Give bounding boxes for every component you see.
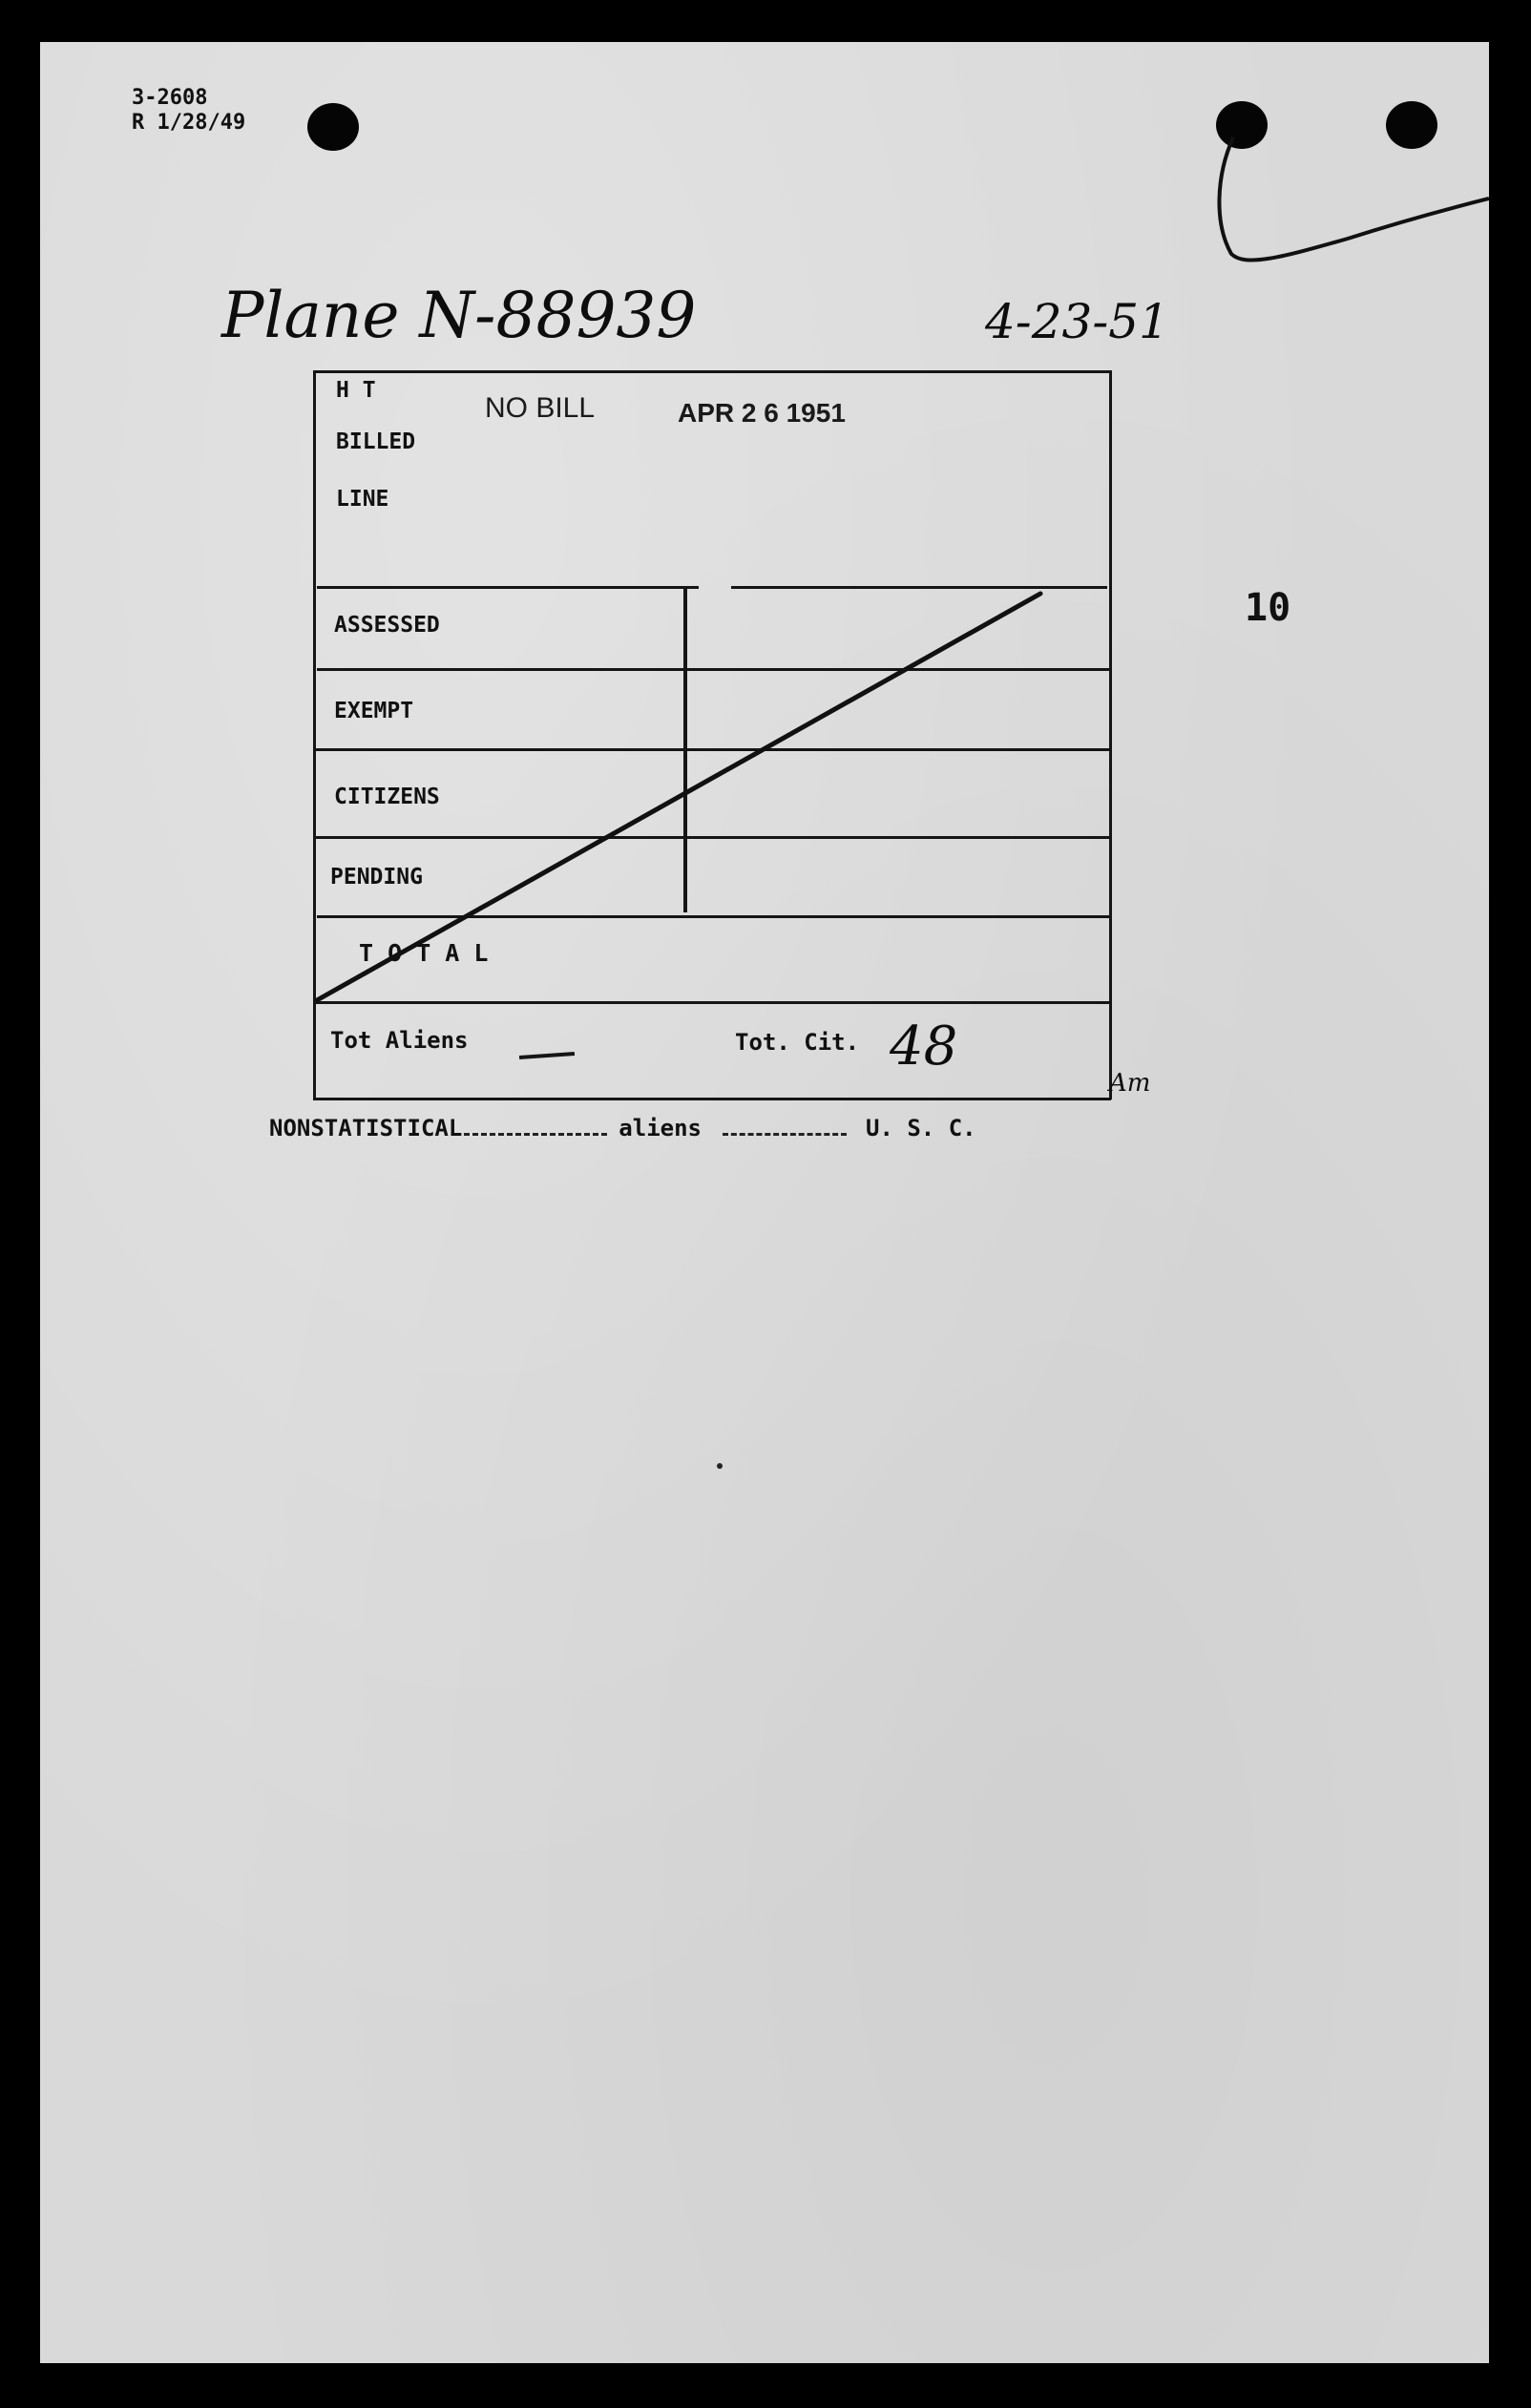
- page-number: 10: [1245, 586, 1291, 630]
- label-tot-aliens: Tot Aliens: [330, 1027, 469, 1054]
- ink-dot: [717, 1463, 723, 1469]
- label-exempt: EXEMPT: [334, 699, 414, 723]
- label-assessed: ASSESSED: [334, 613, 440, 638]
- document-page: [40, 42, 1489, 2363]
- form-revision: R 1/28/49: [132, 111, 246, 135]
- form-number: 3-2608: [132, 86, 208, 110]
- label-aliens: aliens: [619, 1115, 702, 1141]
- label-usc: U. S. C.: [866, 1115, 976, 1141]
- label-billed: BILLED: [336, 429, 416, 454]
- label-total: T O T A L: [359, 939, 489, 967]
- stamp-date: APR 2 6 1951: [678, 398, 846, 428]
- label-line: LINE: [336, 487, 389, 512]
- label-citizens: CITIZENS: [334, 785, 440, 809]
- label-pending: PENDING: [330, 865, 423, 890]
- plane-number: Plane N-88939: [221, 279, 697, 352]
- corner-squiggle: [1219, 137, 1489, 261]
- diagonal-cancel-line: [317, 594, 1040, 1000]
- stamp-no-bill: NO BILL: [485, 392, 596, 424]
- label-nonstatistical: NONSTATISTICAL: [269, 1115, 463, 1141]
- tot-cit-value: 48: [890, 1016, 958, 1078]
- handwritten-initials: Am: [1109, 1069, 1151, 1098]
- pen-strokes: [40, 42, 1489, 2363]
- handwritten-date: 4-23-51: [985, 294, 1169, 349]
- label-tot-cit: Tot. Cit.: [735, 1029, 860, 1056]
- label-h-t: H T: [336, 378, 376, 403]
